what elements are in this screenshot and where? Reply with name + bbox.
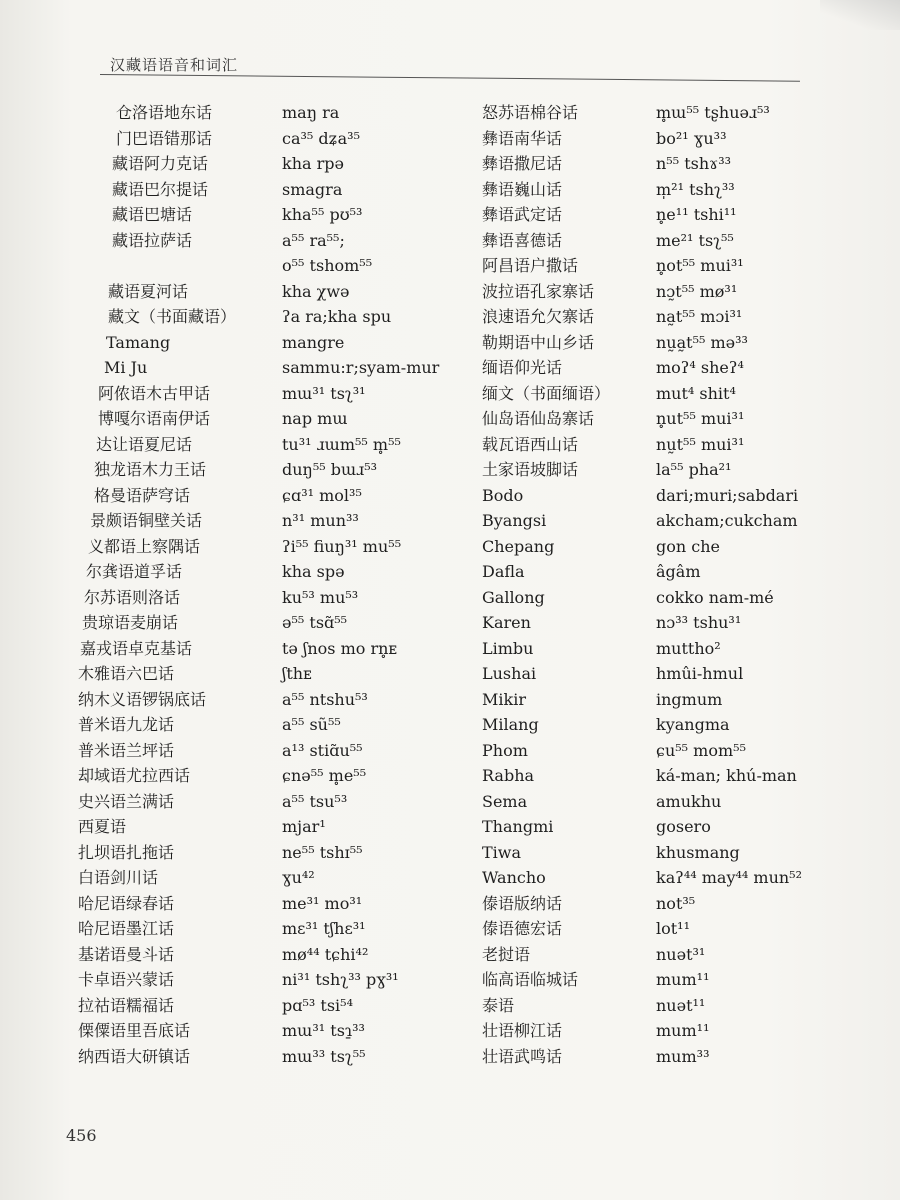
word-form: n̥e¹¹ tshi¹¹ [656, 205, 737, 224]
word-form: mum¹¹ [656, 970, 710, 989]
language-name: Tamang [106, 332, 171, 352]
word-form: cokko nam-mé [656, 587, 774, 607]
word-form: mɯ³¹ tsɿ̱³³ [282, 1021, 365, 1040]
word-form: mangre [282, 332, 345, 352]
language-name: 藏语巴尔提话 [112, 179, 209, 199]
word-form: kha⁵⁵ pʊ⁵³ [282, 205, 363, 224]
language-name: 缅文（书面缅语） [482, 383, 611, 403]
language-name: 仓洛语地东话 [116, 103, 213, 122]
word-form: kha rpə [282, 154, 344, 173]
word-form: m̩²¹ tshʅ³³ [656, 179, 735, 199]
word-form: ingmum [656, 689, 723, 709]
language-name: 纳木义语锣锅底话 [78, 689, 207, 709]
word-form: dari;muri;sabdari [656, 485, 799, 505]
left-form-column [282, 100, 477, 1069]
language-name: 阿昌语户撒话 [482, 256, 579, 275]
language-name: 彝语南华话 [482, 128, 563, 148]
word-form: nɔ̰t⁵⁵ mø³¹ [656, 281, 738, 301]
language-name: 格曼语萨穹话 [94, 485, 191, 505]
word-form: mɯ³¹ tsʅ³¹ [282, 383, 366, 403]
language-name: Chepang [482, 536, 555, 556]
language-name: 彝语喜德话 [482, 230, 563, 250]
word-form: me²¹ tsʅ⁵⁵ [656, 230, 734, 250]
word-form: âgâm [656, 562, 701, 581]
word-form: nuət³¹ [656, 944, 706, 964]
language-name: Milang [482, 715, 539, 734]
word-form: ca³⁵ dʑa³⁵ [282, 128, 360, 148]
word-form: na̰t⁵⁵ mɔi³¹ [656, 307, 743, 326]
language-name: 壮语柳江话 [482, 1021, 563, 1040]
word-form: khusmang [656, 842, 740, 862]
word-form: ku⁵³ mu⁵³ [282, 587, 359, 607]
language-name: Phom [482, 740, 528, 760]
language-name: Byangsi [482, 511, 547, 530]
word-form: sammu:r;syam-mur [282, 358, 440, 377]
language-name: Mikir [482, 689, 526, 709]
word-form: nṵa̰t⁵⁵ mə³³ [656, 332, 748, 352]
word-form: mut⁴ shit⁴ [656, 383, 736, 403]
word-form: tu³¹ ɹɯm⁵⁵ m̥⁵⁵ [282, 434, 401, 454]
word-form: ɕɑ³¹ mol³⁵ [282, 485, 362, 505]
language-name: 基诺语曼斗话 [78, 944, 175, 964]
language-name: 浪速语允欠寨话 [482, 307, 595, 326]
word-form: a⁵⁵ ra⁵⁵; [282, 230, 345, 250]
word-form: maŋ ra [282, 103, 340, 122]
word-form: o⁵⁵ tshom⁵⁵ [282, 256, 373, 275]
word-form: smagra [282, 179, 343, 199]
word-form: nap mɯ [282, 409, 348, 428]
word-form: mø⁴⁴ tɕhi⁴² [282, 944, 369, 964]
right-form-column [656, 100, 856, 1069]
word-form: me³¹ mo³¹ [282, 893, 363, 913]
language-name: 勒期语中山乡话 [482, 332, 595, 352]
word-form: n³¹ mun³³ [282, 511, 359, 530]
language-name: 藏语阿力克话 [112, 154, 209, 173]
word-form: muttho² [656, 638, 721, 658]
word-form: akcham;cukcham [656, 511, 798, 530]
language-name: 土家语坡脚话 [482, 460, 579, 479]
language-name: 达让语夏尼话 [96, 434, 193, 454]
language-name: 西夏语 [78, 817, 127, 836]
page-corner-shadow [820, 0, 900, 30]
language-name: 义都语上察隅话 [88, 536, 201, 556]
language-name: 缅语仰光话 [482, 358, 563, 377]
word-form: kha spə [282, 562, 345, 581]
word-form: nṵt⁵⁵ mui³¹ [656, 434, 745, 454]
language-name: Rabha [482, 766, 535, 785]
word-form: a⁵⁵ ntshu⁵³ [282, 689, 368, 709]
word-form: lot¹¹ [656, 919, 691, 938]
word-form: la⁵⁵ pha²¹ [656, 460, 732, 479]
word-form: amukhu [656, 791, 722, 811]
word-form: kha χwə [282, 281, 350, 301]
word-form: nuət¹¹ [656, 995, 706, 1015]
language-name: Thangmi [482, 817, 554, 836]
language-name: 壮语武鸣话 [482, 1046, 563, 1066]
word-form: mum³³ [656, 1046, 710, 1066]
language-name: Tiwa [482, 842, 522, 862]
language-name: Bodo [482, 485, 524, 505]
word-form: n̥ut⁵⁵ mui³¹ [656, 409, 745, 428]
language-name: Wancho [482, 868, 546, 887]
word-form: mum¹¹ [656, 1021, 710, 1040]
language-name: 藏语拉萨话 [112, 230, 193, 250]
word-form: kyangma [656, 715, 730, 734]
language-name: 嘉戎语卓克基话 [80, 638, 193, 658]
language-name: 怒苏语棉谷话 [482, 103, 579, 122]
language-name: 尔苏语则洛话 [84, 587, 181, 607]
language-name [78, 253, 273, 279]
word-form: mjar¹ [282, 817, 326, 836]
word-form: ɕu⁵⁵ mom⁵⁵ [656, 740, 746, 760]
language-name: 载瓦语西山话 [482, 434, 579, 454]
language-name: 彝语巍山话 [482, 179, 563, 199]
language-name: 泰语 [482, 995, 515, 1015]
language-name: 纳西语大研镇话 [78, 1046, 191, 1066]
word-form: kaʔ⁴⁴ may⁴⁴ mun⁵² [656, 868, 802, 887]
language-name: 哈尼语绿春话 [78, 893, 175, 913]
language-name: 彝语撒尼话 [482, 154, 563, 173]
word-form: not³⁵ [656, 893, 696, 913]
language-name: 贵琼语麦崩话 [82, 613, 179, 632]
language-name: 史兴语兰满话 [78, 791, 175, 811]
word-form: pɑ⁵³ tsi⁵⁴ [282, 995, 353, 1015]
word-form: moʔ⁴ sheʔ⁴ [656, 358, 744, 377]
language-name: 傈僳语里吾底话 [78, 1021, 191, 1040]
word-form: ɣu⁴² [282, 868, 315, 887]
header-rule [100, 74, 800, 82]
language-name: 临高语临城话 [482, 970, 579, 989]
page-number: 456 [66, 1126, 97, 1145]
word-form: duŋ⁵⁵ bɯɹ⁵³ [282, 460, 378, 479]
word-form: m̥ɯ⁵⁵ tʂhuəɹ⁵³ [656, 103, 770, 122]
word-form: ʃthᴇ [282, 664, 312, 683]
language-name: 波拉语孔家寨话 [482, 281, 595, 301]
language-name: 藏文（书面藏语） [108, 307, 237, 326]
word-form: ʔi⁵⁵ fiuŋ³¹ mu⁵⁵ [282, 536, 402, 556]
running-head: 汉藏语语音和词汇 [110, 56, 239, 74]
word-form: a⁵⁵ sũ⁵⁵ [282, 715, 341, 734]
word-form: n⁵⁵ tshɤ³³ [656, 154, 732, 173]
language-name: 尔龚语道孚话 [86, 562, 183, 581]
language-name: 普米语九龙话 [78, 715, 175, 734]
language-name: Dafla [482, 562, 525, 581]
language-name: 普米语兰坪话 [78, 740, 175, 760]
language-name: 藏语巴塘话 [112, 205, 193, 224]
word-form: mɛ³¹ tʃhɛ³¹ [282, 919, 366, 938]
language-name: 扎坝语扎拖话 [78, 842, 175, 862]
word-form: mɯ³³ tsʅ⁵⁵ [282, 1046, 366, 1066]
word-form: ʔa ra;kha spu [282, 307, 392, 326]
language-name: 木雅语六巴话 [78, 664, 175, 683]
language-name: 仙岛语仙岛寨话 [482, 409, 595, 428]
word-form: a⁵⁵ tsu⁵³ [282, 791, 348, 811]
word-form: tə ʃnos mo rn̥ᴇ [282, 638, 398, 658]
language-name: 哈尼语墨江话 [78, 919, 175, 938]
language-name: 老挝语 [482, 944, 531, 964]
word-form: hmûi-hmul [656, 664, 744, 683]
language-name: Mi Ju [104, 358, 148, 377]
word-form: gosero [656, 817, 711, 836]
language-name: 拉祜语糯福话 [78, 995, 175, 1015]
language-name: Sema [482, 791, 528, 811]
language-name: Limbu [482, 638, 534, 658]
word-form: ni³¹ tshʅ³³ pɣ³¹ [282, 970, 399, 989]
language-name: Lushai [482, 664, 537, 683]
language-name: 藏语夏河话 [108, 281, 189, 301]
language-name: 彝语武定话 [482, 205, 563, 224]
language-name: Gallong [482, 587, 545, 607]
right-language-column [482, 100, 652, 1069]
word-form: nɔ³³ tshu³¹ [656, 613, 742, 632]
language-name: 独龙语木力王话 [94, 460, 207, 479]
language-name: 博嘎尔语南伊话 [98, 409, 211, 428]
language-name: 傣语德宏话 [482, 919, 563, 938]
word-form: a¹³ stiɑ̃u⁵⁵ [282, 740, 363, 760]
word-form: n̥ot⁵⁵ mui³¹ [656, 256, 744, 275]
language-name: Karen [482, 613, 531, 632]
language-name: 白语剑川话 [78, 868, 159, 887]
left-language-column [78, 100, 273, 1069]
language-name: 傣语版纳话 [482, 893, 563, 913]
language-name: 景颇语铜壁关话 [90, 511, 203, 530]
word-form: ə⁵⁵ tsɑ̃⁵⁵ [282, 613, 348, 632]
language-name: 门巴语错那话 [116, 128, 213, 148]
word-form: ká-man; khú-man [656, 766, 797, 785]
word-form: bo²¹ ɣu³³ [656, 128, 727, 148]
language-name: 卡卓语兴蒙话 [78, 970, 175, 989]
word-form: ɕnə⁵⁵ m̥e⁵⁵ [282, 766, 367, 785]
word-form: ne⁵⁵ tshɪ⁵⁵ [282, 842, 363, 862]
word-form: gon che [656, 536, 720, 556]
language-name: 却域语尤拉西话 [78, 766, 191, 785]
language-name: 阿侬语木古甲话 [98, 383, 211, 403]
